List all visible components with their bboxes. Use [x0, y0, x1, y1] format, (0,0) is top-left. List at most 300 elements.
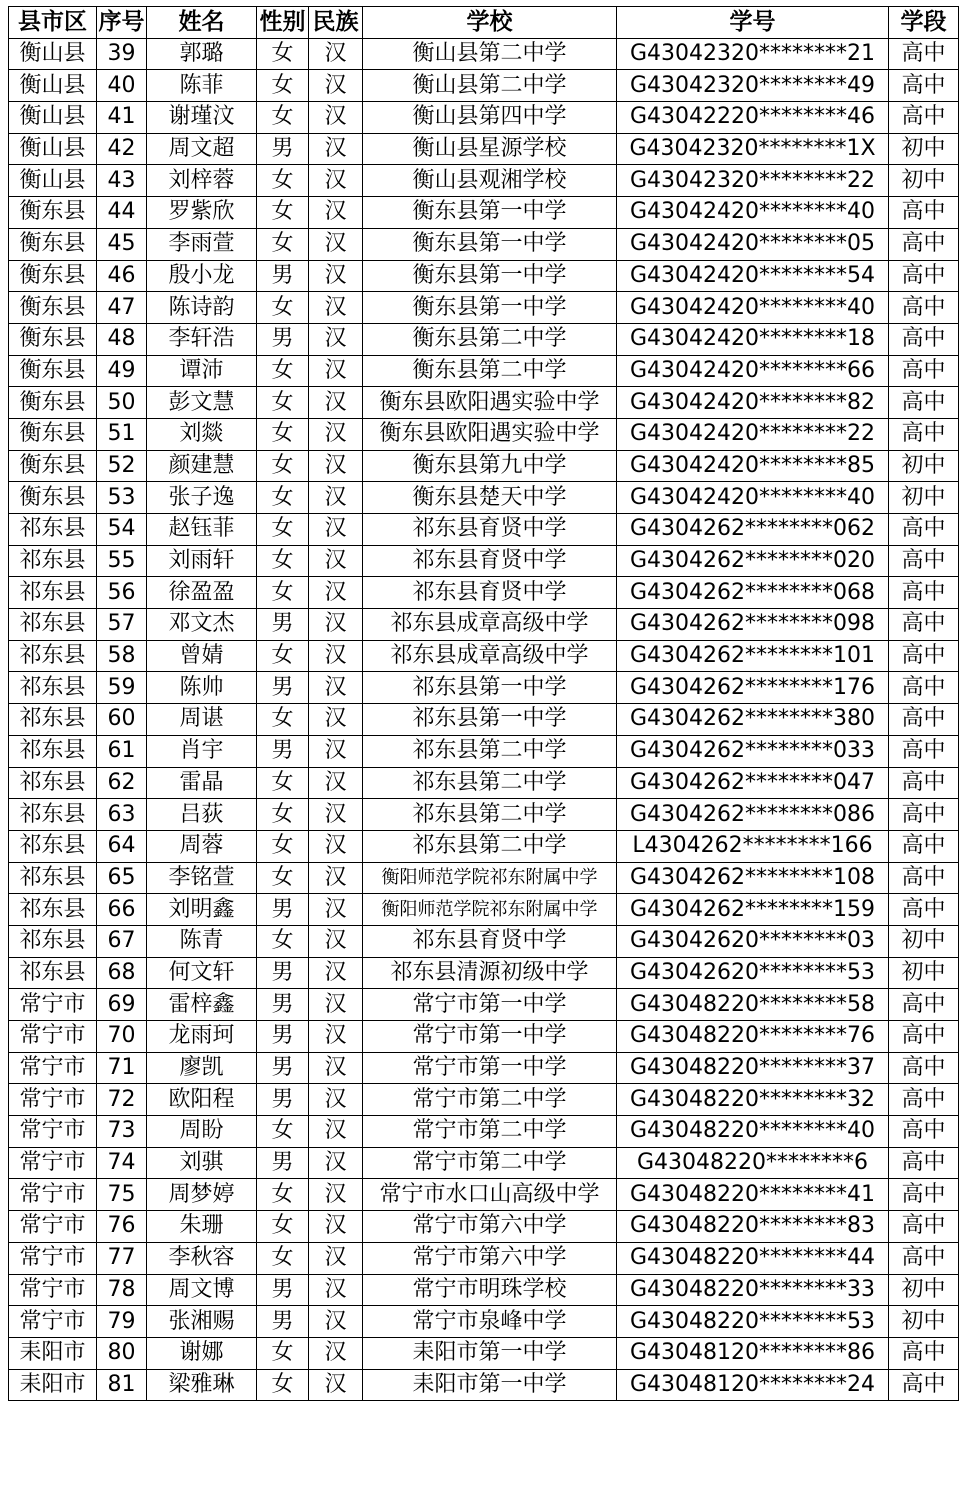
cell-gender: 女: [257, 767, 309, 799]
table-row: [9, 1179, 959, 1211]
cell-county: 衡东县: [9, 323, 97, 355]
cell-gender: 女: [257, 1369, 309, 1401]
cell-school: 祁东县育贤中学: [363, 514, 617, 546]
cell-seq: 46: [97, 260, 147, 292]
table-row: [9, 355, 959, 387]
cell-ethnicity: 汉: [309, 609, 363, 641]
cell-student-id: G43048220********37: [617, 1052, 889, 1084]
cell-gender: 女: [257, 70, 309, 102]
cell-ethnicity: 汉: [309, 830, 363, 862]
cell-student-id: G43042220********46: [617, 102, 889, 134]
cell-name: 龙雨珂: [147, 1021, 257, 1053]
cell-school: 祁东县第二中学: [363, 735, 617, 767]
cell-student-id: G43048220********53: [617, 1306, 889, 1338]
cell-gender: 男: [257, 1052, 309, 1084]
cell-seq: 81: [97, 1369, 147, 1401]
cell-name: 颜建慧: [147, 450, 257, 482]
cell-gender: 女: [257, 102, 309, 134]
cell-seq: 60: [97, 704, 147, 736]
cell-level: 高中: [889, 672, 959, 704]
cell-student-id: G4304262********068: [617, 577, 889, 609]
table-row: [9, 450, 959, 482]
cell-student-id: G43042420********82: [617, 387, 889, 419]
cell-name: 谢娜: [147, 1337, 257, 1369]
cell-level: 高中: [889, 1337, 959, 1369]
table-row: [9, 418, 959, 450]
cell-county: 祁东县: [9, 640, 97, 672]
cell-ethnicity: 汉: [309, 1369, 363, 1401]
table-row: [9, 672, 959, 704]
cell-ethnicity: 汉: [309, 925, 363, 957]
cell-student-id: G43042420********40: [617, 292, 889, 324]
cell-school: 耒阳市第一中学: [363, 1337, 617, 1369]
cell-ethnicity: 汉: [309, 1337, 363, 1369]
cell-county: 祁东县: [9, 609, 97, 641]
cell-school: 衡东县欧阳遇实验中学: [363, 387, 617, 419]
cell-seq: 76: [97, 1211, 147, 1243]
cell-gender: 男: [257, 1021, 309, 1053]
cell-seq: 52: [97, 450, 147, 482]
cell-level: 高中: [889, 989, 959, 1021]
cell-ethnicity: 汉: [309, 545, 363, 577]
header-name: 姓名: [147, 7, 257, 39]
table-row: [9, 799, 959, 831]
cell-student-id: G43042420********66: [617, 355, 889, 387]
cell-school: 衡东县第二中学: [363, 355, 617, 387]
cell-student-id: G43048220********33: [617, 1274, 889, 1306]
cell-gender: 男: [257, 609, 309, 641]
table-row: [9, 514, 959, 546]
cell-level: 高中: [889, 1021, 959, 1053]
cell-seq: 66: [97, 894, 147, 926]
cell-level: 初中: [889, 450, 959, 482]
cell-county: 常宁市: [9, 989, 97, 1021]
cell-seq: 72: [97, 1084, 147, 1116]
cell-ethnicity: 汉: [309, 418, 363, 450]
cell-name: 肖宇: [147, 735, 257, 767]
cell-level: 初中: [889, 482, 959, 514]
cell-gender: 女: [257, 514, 309, 546]
cell-ethnicity: 汉: [309, 70, 363, 102]
cell-student-id: G43048220********83: [617, 1211, 889, 1243]
header-student-id: 学号: [617, 7, 889, 39]
cell-county: 祁东县: [9, 672, 97, 704]
cell-school: 祁东县第二中学: [363, 767, 617, 799]
cell-gender: 男: [257, 1147, 309, 1179]
table-row: [9, 989, 959, 1021]
cell-ethnicity: 汉: [309, 387, 363, 419]
cell-ethnicity: 汉: [309, 1116, 363, 1148]
table-row: [9, 640, 959, 672]
cell-gender: 女: [257, 450, 309, 482]
cell-seq: 69: [97, 989, 147, 1021]
table-row: [9, 1116, 959, 1148]
cell-student-id: L4304262********166: [617, 830, 889, 862]
cell-level: 初中: [889, 1274, 959, 1306]
cell-level: 初中: [889, 133, 959, 165]
cell-student-id: G43042320********22: [617, 165, 889, 197]
cell-school: 耒阳市第一中学: [363, 1369, 617, 1401]
cell-ethnicity: 汉: [309, 323, 363, 355]
cell-ethnicity: 汉: [309, 799, 363, 831]
cell-gender: 女: [257, 1211, 309, 1243]
table-row: [9, 862, 959, 894]
cell-level: 高中: [889, 1242, 959, 1274]
cell-seq: 49: [97, 355, 147, 387]
cell-student-id: G4304262********033: [617, 735, 889, 767]
cell-ethnicity: 汉: [309, 735, 363, 767]
cell-county: 祁东县: [9, 767, 97, 799]
cell-name: 雷梓鑫: [147, 989, 257, 1021]
cell-school: 常宁市水口山高级中学: [363, 1179, 617, 1211]
cell-seq: 57: [97, 609, 147, 641]
cell-school: 衡山县星源学校: [363, 133, 617, 165]
cell-ethnicity: 汉: [309, 767, 363, 799]
cell-school: 衡东县第一中学: [363, 260, 617, 292]
cell-gender: 男: [257, 1306, 309, 1338]
cell-level: 高中: [889, 640, 959, 672]
cell-ethnicity: 汉: [309, 450, 363, 482]
cell-ethnicity: 汉: [309, 894, 363, 926]
table-row: [9, 1147, 959, 1179]
cell-county: 衡山县: [9, 70, 97, 102]
cell-gender: 女: [257, 704, 309, 736]
student-table: [8, 6, 959, 1401]
cell-seq: 43: [97, 165, 147, 197]
cell-seq: 42: [97, 133, 147, 165]
cell-gender: 男: [257, 323, 309, 355]
cell-school: 衡东县第一中学: [363, 197, 617, 229]
cell-level: 高中: [889, 355, 959, 387]
cell-ethnicity: 汉: [309, 862, 363, 894]
cell-name: 刘燚: [147, 418, 257, 450]
cell-name: 吕荻: [147, 799, 257, 831]
cell-gender: 女: [257, 862, 309, 894]
cell-seq: 54: [97, 514, 147, 546]
cell-level: 初中: [889, 165, 959, 197]
table-row: [9, 260, 959, 292]
cell-gender: 女: [257, 355, 309, 387]
cell-school: 常宁市第一中学: [363, 989, 617, 1021]
table-row: [9, 482, 959, 514]
cell-county: 常宁市: [9, 1242, 97, 1274]
cell-seq: 55: [97, 545, 147, 577]
cell-gender: 女: [257, 38, 309, 70]
cell-student-id: G43048220********58: [617, 989, 889, 1021]
table-row: [9, 1306, 959, 1338]
cell-seq: 68: [97, 957, 147, 989]
cell-level: 高中: [889, 799, 959, 831]
cell-ethnicity: 汉: [309, 1242, 363, 1274]
cell-ethnicity: 汉: [309, 640, 363, 672]
cell-gender: 男: [257, 735, 309, 767]
cell-name: 李秋容: [147, 1242, 257, 1274]
table-row: [9, 1369, 959, 1401]
table-row: [9, 102, 959, 134]
cell-name: 周谌: [147, 704, 257, 736]
cell-name: 陈帅: [147, 672, 257, 704]
cell-ethnicity: 汉: [309, 1052, 363, 1084]
cell-level: 高中: [889, 545, 959, 577]
cell-student-id: G43042420********18: [617, 323, 889, 355]
header-county: 县市区: [9, 7, 97, 39]
cell-county: 祁东县: [9, 545, 97, 577]
cell-student-id: G43042620********03: [617, 925, 889, 957]
cell-gender: 女: [257, 482, 309, 514]
cell-school: 常宁市第二中学: [363, 1147, 617, 1179]
cell-level: 高中: [889, 387, 959, 419]
cell-student-id: G43042320********49: [617, 70, 889, 102]
cell-seq: 40: [97, 70, 147, 102]
cell-school: 衡山县第二中学: [363, 70, 617, 102]
cell-school: 祁东县成章高级中学: [363, 609, 617, 641]
cell-level: 高中: [889, 1084, 959, 1116]
cell-county: 祁东县: [9, 735, 97, 767]
cell-school: 祁东县清源初级中学: [363, 957, 617, 989]
cell-school: 常宁市第六中学: [363, 1211, 617, 1243]
header-ethnicity: 民族: [309, 7, 363, 39]
cell-name: 谭沛: [147, 355, 257, 387]
cell-ethnicity: 汉: [309, 228, 363, 260]
cell-county: 衡山县: [9, 133, 97, 165]
cell-name: 刘雨轩: [147, 545, 257, 577]
cell-county: 常宁市: [9, 1147, 97, 1179]
cell-ethnicity: 汉: [309, 1147, 363, 1179]
cell-name: 朱珊: [147, 1211, 257, 1243]
cell-gender: 男: [257, 1274, 309, 1306]
cell-county: 祁东县: [9, 704, 97, 736]
cell-level: 高中: [889, 1147, 959, 1179]
cell-ethnicity: 汉: [309, 704, 363, 736]
cell-seq: 80: [97, 1337, 147, 1369]
cell-name: 张子逸: [147, 482, 257, 514]
cell-seq: 48: [97, 323, 147, 355]
cell-seq: 53: [97, 482, 147, 514]
cell-name: 周文博: [147, 1274, 257, 1306]
cell-level: 高中: [889, 1179, 959, 1211]
cell-student-id: G43042420********40: [617, 482, 889, 514]
cell-level: 高中: [889, 862, 959, 894]
table-row: [9, 70, 959, 102]
cell-school: 衡东县第二中学: [363, 323, 617, 355]
cell-student-id: G43048220********32: [617, 1084, 889, 1116]
cell-student-id: G4304262********176: [617, 672, 889, 704]
cell-level: 初中: [889, 957, 959, 989]
cell-student-id: G43042320********1X: [617, 133, 889, 165]
cell-name: 周梦婷: [147, 1179, 257, 1211]
cell-name: 刘骐: [147, 1147, 257, 1179]
table-row: [9, 767, 959, 799]
table-row: [9, 957, 959, 989]
cell-level: 高中: [889, 830, 959, 862]
cell-student-id: G4304262********159: [617, 894, 889, 926]
cell-gender: 女: [257, 925, 309, 957]
cell-ethnicity: 汉: [309, 1306, 363, 1338]
cell-level: 高中: [889, 704, 959, 736]
cell-county: 常宁市: [9, 1274, 97, 1306]
cell-name: 雷晶: [147, 767, 257, 799]
cell-level: 高中: [889, 197, 959, 229]
cell-student-id: G43042420********54: [617, 260, 889, 292]
cell-student-id: G4304262********062: [617, 514, 889, 546]
table-row: [9, 292, 959, 324]
cell-gender: 女: [257, 165, 309, 197]
cell-gender: 女: [257, 545, 309, 577]
cell-school: 衡东县楚天中学: [363, 482, 617, 514]
cell-level: 高中: [889, 418, 959, 450]
cell-level: 初中: [889, 925, 959, 957]
cell-seq: 63: [97, 799, 147, 831]
cell-student-id: G4304262********086: [617, 799, 889, 831]
cell-student-id: G43048220********41: [617, 1179, 889, 1211]
cell-county: 衡山县: [9, 165, 97, 197]
cell-level: 高中: [889, 1211, 959, 1243]
header-level: 学段: [889, 7, 959, 39]
table-row: [9, 894, 959, 926]
cell-gender: 男: [257, 672, 309, 704]
table-row: [9, 545, 959, 577]
cell-name: 陈青: [147, 925, 257, 957]
cell-ethnicity: 汉: [309, 1211, 363, 1243]
cell-name: 李铭萱: [147, 862, 257, 894]
cell-gender: 男: [257, 894, 309, 926]
cell-seq: 44: [97, 197, 147, 229]
cell-county: 耒阳市: [9, 1369, 97, 1401]
cell-seq: 75: [97, 1179, 147, 1211]
cell-school: 常宁市明珠学校: [363, 1274, 617, 1306]
cell-level: 高中: [889, 102, 959, 134]
cell-name: 殷小龙: [147, 260, 257, 292]
cell-seq: 61: [97, 735, 147, 767]
cell-student-id: G43042420********22: [617, 418, 889, 450]
cell-name: 欧阳程: [147, 1084, 257, 1116]
cell-seq: 45: [97, 228, 147, 260]
cell-seq: 59: [97, 672, 147, 704]
cell-student-id: G43042420********85: [617, 450, 889, 482]
cell-name: 谢瑾汶: [147, 102, 257, 134]
cell-gender: 女: [257, 1242, 309, 1274]
cell-seq: 41: [97, 102, 147, 134]
cell-seq: 67: [97, 925, 147, 957]
table-row: [9, 704, 959, 736]
cell-gender: 女: [257, 1116, 309, 1148]
cell-gender: 男: [257, 989, 309, 1021]
cell-student-id: G43048220********40: [617, 1116, 889, 1148]
cell-seq: 65: [97, 862, 147, 894]
cell-county: 衡东县: [9, 418, 97, 450]
cell-county: 常宁市: [9, 1179, 97, 1211]
cell-county: 常宁市: [9, 1052, 97, 1084]
cell-student-id: G4304262********020: [617, 545, 889, 577]
cell-school: 衡阳师范学院祁东附属中学: [363, 862, 617, 894]
cell-level: 高中: [889, 735, 959, 767]
header-school: 学校: [363, 7, 617, 39]
cell-level: 高中: [889, 767, 959, 799]
cell-name: 廖凯: [147, 1052, 257, 1084]
cell-county: 衡东县: [9, 450, 97, 482]
cell-school: 常宁市泉峰中学: [363, 1306, 617, 1338]
cell-seq: 58: [97, 640, 147, 672]
cell-ethnicity: 汉: [309, 1021, 363, 1053]
cell-school: 祁东县育贤中学: [363, 925, 617, 957]
cell-name: 梁雅琳: [147, 1369, 257, 1401]
cell-county: 衡东县: [9, 197, 97, 229]
cell-county: 祁东县: [9, 925, 97, 957]
cell-county: 常宁市: [9, 1211, 97, 1243]
cell-county: 衡东县: [9, 482, 97, 514]
table-row: [9, 38, 959, 70]
cell-ethnicity: 汉: [309, 102, 363, 134]
cell-school: 衡山县观湘学校: [363, 165, 617, 197]
cell-school: 常宁市第一中学: [363, 1052, 617, 1084]
cell-school: 衡东县欧阳遇实验中学: [363, 418, 617, 450]
cell-level: 高中: [889, 577, 959, 609]
table-row: [9, 1084, 959, 1116]
cell-name: 何文轩: [147, 957, 257, 989]
cell-gender: 女: [257, 830, 309, 862]
cell-level: 高中: [889, 1052, 959, 1084]
table-header: [9, 7, 959, 39]
cell-ethnicity: 汉: [309, 1274, 363, 1306]
table-row: [9, 1337, 959, 1369]
cell-school: 衡东县第一中学: [363, 228, 617, 260]
cell-school: 祁东县第二中学: [363, 830, 617, 862]
cell-student-id: G43042420********05: [617, 228, 889, 260]
table-body: [9, 38, 959, 1401]
cell-school: 常宁市第六中学: [363, 1242, 617, 1274]
cell-county: 常宁市: [9, 1116, 97, 1148]
cell-county: 祁东县: [9, 957, 97, 989]
cell-county: 衡山县: [9, 38, 97, 70]
cell-student-id: G4304262********098: [617, 609, 889, 641]
cell-county: 祁东县: [9, 894, 97, 926]
table-row: [9, 133, 959, 165]
header-row: [9, 7, 959, 39]
cell-county: 祁东县: [9, 799, 97, 831]
cell-ethnicity: 汉: [309, 197, 363, 229]
cell-ethnicity: 汉: [309, 292, 363, 324]
cell-county: 常宁市: [9, 1084, 97, 1116]
cell-name: 彭文慧: [147, 387, 257, 419]
cell-level: 高中: [889, 323, 959, 355]
cell-level: 高中: [889, 292, 959, 324]
cell-gender: 女: [257, 197, 309, 229]
table-row: [9, 1211, 959, 1243]
cell-level: 高中: [889, 38, 959, 70]
cell-school: 常宁市第一中学: [363, 1021, 617, 1053]
cell-name: 周文超: [147, 133, 257, 165]
cell-gender: 女: [257, 1337, 309, 1369]
cell-name: 陈诗韵: [147, 292, 257, 324]
cell-seq: 51: [97, 418, 147, 450]
cell-ethnicity: 汉: [309, 355, 363, 387]
cell-gender: 男: [257, 133, 309, 165]
cell-school: 常宁市第二中学: [363, 1116, 617, 1148]
cell-level: 高中: [889, 228, 959, 260]
cell-county: 常宁市: [9, 1021, 97, 1053]
cell-seq: 71: [97, 1052, 147, 1084]
table-row: [9, 1274, 959, 1306]
cell-name: 周盼: [147, 1116, 257, 1148]
cell-student-id: G4304262********047: [617, 767, 889, 799]
cell-school: 衡东县第一中学: [363, 292, 617, 324]
cell-seq: 78: [97, 1274, 147, 1306]
table-row: [9, 387, 959, 419]
cell-seq: 73: [97, 1116, 147, 1148]
cell-student-id: G43042320********21: [617, 38, 889, 70]
cell-seq: 77: [97, 1242, 147, 1274]
cell-ethnicity: 汉: [309, 260, 363, 292]
